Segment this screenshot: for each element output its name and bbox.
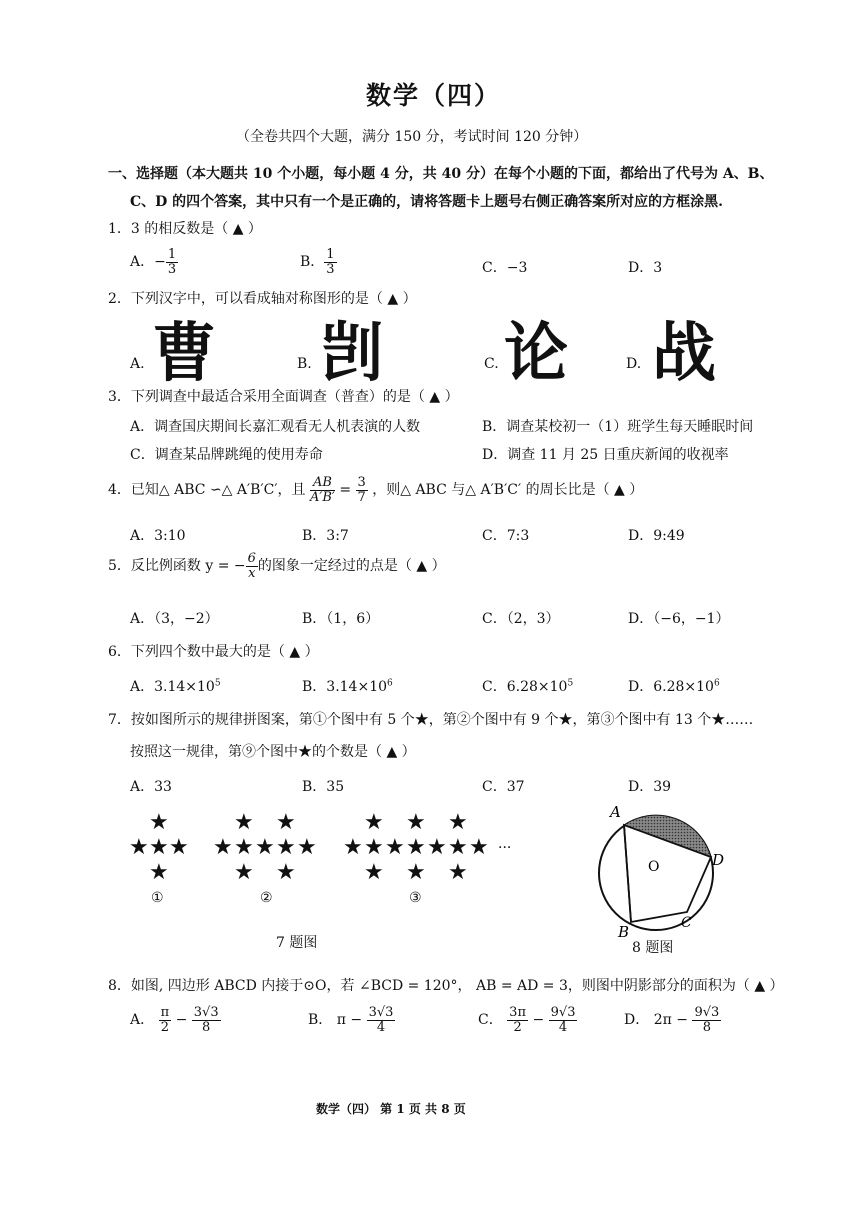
q3-stem: 3．下列调查中最适合采用全面调查（普查）的是（ ▲ ） bbox=[108, 389, 459, 405]
page-title: 数学（四） bbox=[366, 81, 502, 110]
q5-option-d: D．（−6，−1） bbox=[628, 611, 730, 627]
shaded-region bbox=[624, 815, 711, 857]
star-icon: ★ bbox=[169, 835, 189, 860]
q8-option-a: A． $\frac{\pi}{2}$ − $\frac{3√3}{8}$ bbox=[130, 1005, 219, 1035]
radius-line bbox=[624, 825, 631, 922]
star-icon: ★ bbox=[448, 860, 468, 885]
q4-option-d: D．9:49 bbox=[628, 528, 685, 544]
q2-char-a: 曹 bbox=[152, 317, 216, 391]
star-icon: ★ bbox=[406, 835, 426, 860]
q7-fig-label-3: ③ bbox=[409, 890, 422, 906]
point-c-label: C bbox=[681, 915, 692, 931]
q7-fig-label-1: ① bbox=[151, 890, 164, 906]
q2-label-a: A. bbox=[130, 356, 145, 372]
q1-option-c: C．−3 bbox=[482, 260, 528, 276]
section-heading-line2: C、D 的四个答案，其中只有一个是正确的，请将答题卡上题号右侧正确答案所对应的方框涂黑. bbox=[130, 194, 724, 210]
q7-stem-line1: 7．按如图所示的规律拼图案，第①个图中有 5 个★，第②个图中有 9 个★，第③个图中有 13 个★…… bbox=[108, 712, 754, 728]
q3-option-a: A．调查国庆期间长嘉汇观看无人机表演的人数 bbox=[130, 419, 421, 435]
q3-option-b: B．调查某校初一（1）班学生每天睡眠时间 bbox=[482, 419, 754, 435]
q7-fig-label-2: ② bbox=[260, 890, 273, 906]
q5-option-a: A．（3，−2） bbox=[130, 611, 219, 627]
star-icon: ★ bbox=[406, 810, 426, 835]
q2-char-c: 论 bbox=[504, 317, 568, 391]
star-icon: ★ bbox=[385, 835, 405, 860]
q7-caption: 7 题图 bbox=[276, 935, 318, 951]
q6-option-b: B．$3.14\times 10^6$ bbox=[302, 678, 393, 695]
q1-option-d: D．3 bbox=[628, 260, 663, 276]
q7-ellipsis: ··· bbox=[498, 840, 512, 856]
star-icon: ★ bbox=[364, 810, 384, 835]
star-icon: ★ bbox=[427, 835, 447, 860]
q2-char-d: 战 bbox=[652, 317, 716, 391]
q7-figure bbox=[120, 810, 540, 940]
star-icon: ★ bbox=[469, 835, 489, 860]
star-icon: ★ bbox=[297, 835, 317, 860]
page-footer: 数学（四） 第 1 页 共 8 页 bbox=[316, 1102, 466, 1116]
q7-option-a: A．33 bbox=[130, 779, 172, 795]
q4-option-c: C．7:3 bbox=[482, 528, 530, 544]
q4-stem: 4．已知△ ABC ∽△ A′B′C′，且 $\frac{AB}{A'B'}$ = $\frac{3}{7}$ ，则△ ABC 与△ A′B′C′ 的周长比是（ ▲ ） bbox=[108, 475, 644, 505]
exam-info: （全卷共四个大题，满分 150 分，考试时间 120 分钟） bbox=[236, 129, 588, 145]
star-icon: ★ bbox=[406, 860, 426, 885]
q6-stem: 6．下列四个数中最大的是（ ▲ ） bbox=[108, 644, 319, 660]
point-a-label: A bbox=[610, 803, 621, 821]
q3-option-c: C．调查某品牌跳绳的使用寿命 bbox=[130, 447, 323, 463]
q8-option-b: B． π − $\frac{3√3}{4}$ bbox=[308, 1005, 394, 1035]
star-icon: ★ bbox=[448, 835, 468, 860]
q6-option-c: C．$6.28\times 10^5$ bbox=[482, 678, 574, 695]
q2-label-b: B. bbox=[297, 356, 312, 372]
q2-label-c: C. bbox=[484, 356, 499, 372]
star-icon: ★ bbox=[276, 810, 296, 835]
star-icon: ★ bbox=[213, 835, 233, 860]
q7-option-b: B．35 bbox=[302, 779, 345, 795]
q1-option-a: A．− $\frac{1}{3}$ bbox=[130, 247, 177, 277]
q7-stem-line2: 按照这一规律，第⑨个图中★的个数是（ ▲ ） bbox=[130, 744, 416, 760]
star-icon: ★ bbox=[364, 860, 384, 885]
q6-option-a: A．$3.14\times 10^5$ bbox=[130, 678, 221, 695]
q8-figure bbox=[590, 795, 740, 945]
star-icon: ★ bbox=[364, 835, 384, 860]
star-icon: ★ bbox=[149, 860, 169, 885]
q4-option-b: B．3:7 bbox=[302, 528, 349, 544]
q8-caption: 8 题图 bbox=[632, 940, 674, 956]
point-d-label: D bbox=[712, 851, 725, 869]
q1-option-b: B． $\frac{1}{3}$ bbox=[300, 247, 335, 277]
star-icon: ★ bbox=[448, 810, 468, 835]
star-icon: ★ bbox=[129, 835, 149, 860]
star-icon: ★ bbox=[234, 860, 254, 885]
q7-option-d: D．39 bbox=[628, 779, 672, 795]
star-icon: ★ bbox=[255, 835, 275, 860]
star-icon: ★ bbox=[343, 835, 363, 860]
q2-label-d: D. bbox=[626, 356, 642, 372]
star-icon: ★ bbox=[234, 810, 254, 835]
star-icon: ★ bbox=[234, 835, 254, 860]
point-o-label: O bbox=[648, 859, 660, 875]
point-b-label: B bbox=[618, 923, 630, 941]
q2-char-b: 剀 bbox=[320, 317, 384, 391]
star-icon: ★ bbox=[276, 860, 296, 885]
q1-stem: 1．3 的相反数是（ ▲ ） bbox=[108, 221, 262, 237]
q8-option-c: C． $\frac{3\pi}{2}$ − $\frac{9√3}{4}$ bbox=[478, 1005, 576, 1035]
q3-option-d: D．调查 11 月 25 日重庆新闻的收视率 bbox=[482, 447, 729, 463]
q5-option-c: C．（2，3） bbox=[482, 611, 560, 627]
q4-option-a: A．3:10 bbox=[130, 528, 186, 544]
q5-option-b: B．（1，6） bbox=[302, 611, 380, 627]
q6-option-d: D．$6.28\times 10^6$ bbox=[628, 678, 720, 695]
star-icon: ★ bbox=[149, 835, 169, 860]
q8-stem: 8．如图, 四边形 ABCD 内接于⊙O，若 ∠BCD = 120°， AB = AD = 3，则图中阴影部分的面积为（ ▲ ） bbox=[108, 978, 784, 994]
q8-option-d: D． 2π − $\frac{9√3}{8}$ bbox=[624, 1005, 720, 1035]
section-heading-line1: 一、选择题（本大题共 10 个小题，每小题 4 分，共 40 分）在每个小题的下面，都给出了代号为 A、B、 bbox=[108, 166, 774, 182]
star-icon: ★ bbox=[149, 810, 169, 835]
star-icon: ★ bbox=[276, 835, 296, 860]
q7-option-c: C．37 bbox=[482, 779, 525, 795]
q5-stem: 5．反比例函数 y = − $\frac{6}{x}$ 的图象一定经过的点是（ ▲ ） bbox=[108, 551, 446, 581]
q2-stem: 2．下列汉字中，可以看成轴对称图形的是（ ▲ ） bbox=[108, 291, 417, 307]
